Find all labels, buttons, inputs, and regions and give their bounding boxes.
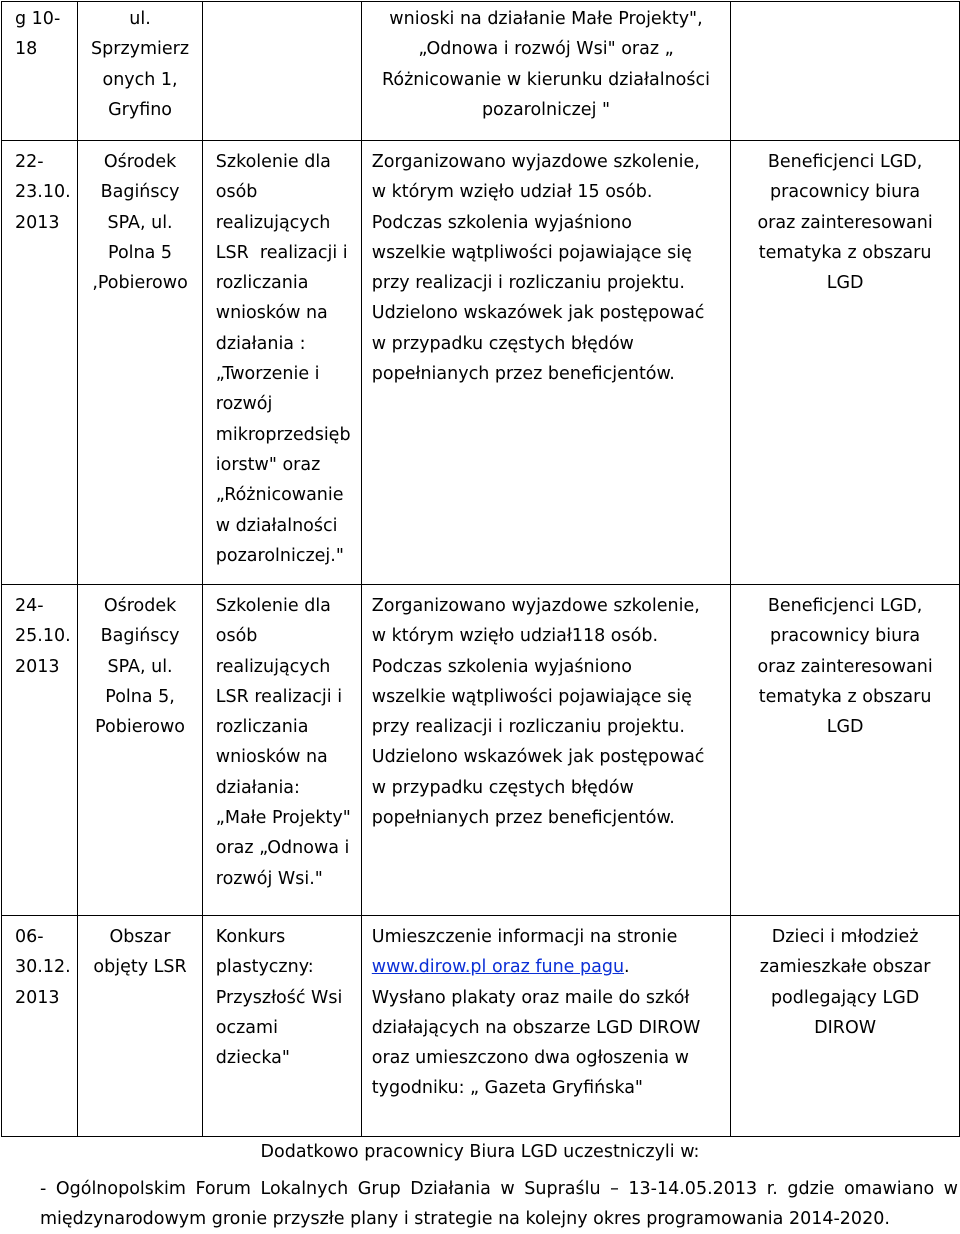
text-line: Sprzymierz	[91, 39, 190, 60]
date-cell	[2, 916, 78, 1137]
cell-text	[362, 585, 730, 833]
text-line: podlegający LGD	[770, 987, 920, 1008]
text-line: przy realizacji i rozliczaniu projektu.	[371, 273, 685, 294]
text-line: plastyczny:	[215, 957, 314, 978]
description-cell	[361, 916, 730, 1137]
text-line: Konkurs	[215, 927, 286, 947]
text-line: w przypadku częstych błędów	[371, 777, 634, 798]
text-line: Umieszczenie informacji na stronie	[371, 927, 678, 947]
text-line: w którym wzięło udział 15 osób.	[371, 182, 653, 203]
text-line: Zorganizowano wyjazdowe szkolenie,	[371, 152, 700, 172]
text-line: tematyka z obszaru	[758, 242, 932, 263]
text-line: popełnianych przez beneficjentów.	[371, 808, 675, 829]
text-line: LGD	[826, 273, 864, 294]
footer-title: Dodatkowo pracownicy Biura LGD uczestniczyli w:	[260, 1142, 700, 1162]
place-cell	[78, 2, 202, 141]
participants-cell	[731, 916, 960, 1137]
text-line: w działalności	[215, 515, 338, 536]
table-row	[2, 585, 960, 916]
place-cell	[78, 141, 202, 585]
cell-text	[731, 585, 959, 742]
text-line: 24-	[15, 596, 44, 616]
text-line: iorstw" oraz	[215, 454, 321, 475]
text-line: SPA, ul.	[107, 656, 173, 677]
website-link[interactable]: www.dirow.pl oraz fune pagu	[371, 957, 625, 978]
text-line: LGD	[826, 717, 864, 738]
cell-text	[78, 141, 201, 298]
text-line: działania:	[215, 777, 300, 798]
text-line: wszelkie wątpliwości pojawiające się	[371, 242, 692, 263]
text-line: Wysłano plakaty oraz maile do szkół	[371, 987, 690, 1008]
text-line: pozarolniczej "	[481, 99, 611, 120]
cell-text	[362, 141, 730, 389]
cell-text	[203, 585, 361, 894]
text-line: Przyszłość Wsi	[215, 987, 343, 1008]
text-line: oraz zainteresowani	[757, 656, 933, 677]
cell-text	[2, 2, 77, 65]
text-line: realizujących	[215, 656, 331, 677]
text-line: 2013	[15, 212, 60, 233]
text-line: 22-	[15, 152, 44, 172]
text-line: 06-	[15, 927, 44, 947]
text-line: „Małe Projekty"	[215, 808, 351, 829]
text-line: oczami	[215, 1017, 278, 1038]
text-line: realizujących	[215, 212, 331, 233]
text-line	[362, 952, 730, 982]
cell-text	[362, 916, 730, 1104]
text-line: zamieszkałe obszar	[759, 957, 931, 978]
text-line: 2013	[15, 987, 60, 1008]
text-line: Gryfino	[108, 99, 173, 120]
text-line: tygodniku: „ Gazeta Gryfińska"	[371, 1078, 643, 1099]
text-line: „Tworzenie i	[215, 364, 320, 385]
table-row	[2, 141, 960, 585]
text-line: Obszar	[109, 927, 171, 947]
cell-text	[731, 2, 959, 4]
text-line: dziecka"	[215, 1048, 290, 1069]
text-line: oraz zainteresowani	[757, 212, 933, 233]
cell-text	[203, 2, 361, 4]
text-line: Dzieci i młodzież	[771, 927, 919, 947]
text-line: rozliczania	[215, 273, 309, 294]
place-cell	[78, 916, 202, 1137]
cell-text	[78, 916, 201, 983]
text-line: DIROW	[814, 1017, 877, 1038]
text-line: 23.10.	[15, 182, 71, 203]
cell-text	[731, 916, 959, 1043]
text-line: Szkolenie dla	[215, 596, 331, 616]
text-line: Udzielono wskazówek jak postępować	[371, 303, 705, 324]
date-cell	[2, 585, 78, 916]
text-line: Ośrodek	[103, 596, 177, 616]
table-row	[2, 916, 960, 1137]
cell-text	[2, 141, 77, 238]
text-line: wniosków na	[215, 303, 328, 324]
cell-text	[362, 2, 730, 125]
table-row	[2, 2, 960, 141]
text-line: Polna 5	[108, 242, 173, 263]
topic-cell	[202, 141, 361, 585]
link-suffix: .	[624, 957, 630, 978]
text-line: SPA, ul.	[107, 212, 173, 233]
text-line: g 10-	[15, 9, 61, 29]
text-line: 30.12.	[15, 957, 71, 978]
text-line: Podczas szkolenia wyjaśniono	[371, 656, 632, 677]
text-line: Beneficjenci LGD,	[767, 596, 923, 616]
text-line: wniosków na	[215, 747, 328, 768]
text-line: LSR realizacji i	[215, 242, 348, 263]
text-line: Polna 5,	[105, 686, 175, 707]
text-line: Różnicowanie w kierunku działalności	[382, 69, 710, 90]
text-line: działania :	[215, 333, 306, 354]
text-line: działających na obszarze LGD DIROW	[371, 1017, 701, 1038]
text-line: pracownicy biura	[770, 626, 921, 647]
text-line: 2013	[15, 656, 60, 677]
text-line: wnioski na działanie Małe Projekty",	[389, 9, 703, 29]
footer-list-item	[40, 1174, 958, 1234]
text-line: pracownicy biura	[770, 182, 921, 203]
cell-text	[203, 916, 361, 1073]
cell-text	[78, 585, 201, 742]
text-line: Podczas szkolenia wyjaśniono	[371, 212, 632, 233]
text-line: rozwój Wsi."	[215, 868, 323, 889]
text-line: rozwój	[215, 394, 273, 415]
text-line: „Odnowa i rozwój Wsi" oraz „	[418, 39, 674, 60]
activities-table	[1, 1, 960, 1137]
description-cell	[361, 2, 730, 141]
cell-text	[203, 141, 361, 571]
text-line: tematyka z obszaru	[758, 686, 932, 707]
text-line: osób	[215, 626, 258, 647]
text-line: popełnianych przez beneficjentów.	[371, 364, 675, 385]
text-line: przy realizacji i rozliczaniu projektu.	[371, 717, 685, 738]
text-line: Bagińscy	[100, 182, 180, 203]
text-line: Zorganizowano wyjazdowe szkolenie,	[371, 596, 700, 616]
text-line: 18	[15, 39, 38, 60]
text-line: LSR realizacji i	[215, 686, 343, 707]
participants-cell	[731, 2, 960, 141]
topic-cell	[202, 585, 361, 916]
cell-text	[2, 916, 77, 1013]
footer-item-line-1: - Ogólnopolskim Forum Lokalnych Grup Działania w Supraślu – 13-14.05.2013 r. gdzie omawiano w	[40, 1179, 958, 1199]
text-line: Udzielono wskazówek jak postępować	[371, 747, 705, 768]
participants-cell	[731, 585, 960, 916]
text-line: Szkolenie dla	[215, 152, 331, 172]
text-line: oraz „Odnowa i	[215, 838, 350, 859]
participants-cell	[731, 141, 960, 585]
cell-text	[731, 141, 959, 298]
cell-text	[78, 2, 201, 125]
text-line: mikroprzedsięb	[215, 424, 351, 445]
text-line: onych 1,	[102, 69, 178, 90]
topic-cell	[202, 916, 361, 1137]
text-line: pozarolniczej."	[215, 545, 344, 566]
place-cell	[78, 585, 202, 916]
date-cell	[2, 2, 78, 141]
text-line: rozliczania	[215, 717, 309, 738]
text-line: „Różnicowanie	[215, 485, 344, 506]
text-line: w którym wzięło udział118 osób.	[371, 626, 659, 647]
text-line: Ośrodek	[103, 152, 177, 172]
date-cell	[2, 141, 78, 585]
text-line: ul.	[129, 9, 151, 29]
footer-item-line-2: międzynarodowym gronie przyszłe plany i strategie na kolejny okres programowania 2014-2020.	[40, 1209, 890, 1229]
text-line: w przypadku częstych błędów	[371, 333, 634, 354]
cell-text	[2, 585, 77, 682]
text-line: Pobierowo	[95, 717, 186, 738]
text-line: ,Pobierowo	[92, 273, 188, 294]
topic-cell	[202, 2, 361, 141]
text-line: Bagińscy	[100, 626, 180, 647]
text-line: osób	[215, 182, 258, 203]
text-line: wszelkie wątpliwości pojawiające się	[371, 686, 692, 707]
text-line: Beneficjenci LGD,	[767, 152, 923, 172]
text-line: oraz umieszczono dwa ogłoszenia w	[371, 1048, 689, 1069]
description-cell	[361, 585, 730, 916]
text-line: 25.10.	[15, 626, 71, 647]
description-cell	[361, 141, 730, 585]
text-line: objęty LSR	[93, 957, 187, 978]
